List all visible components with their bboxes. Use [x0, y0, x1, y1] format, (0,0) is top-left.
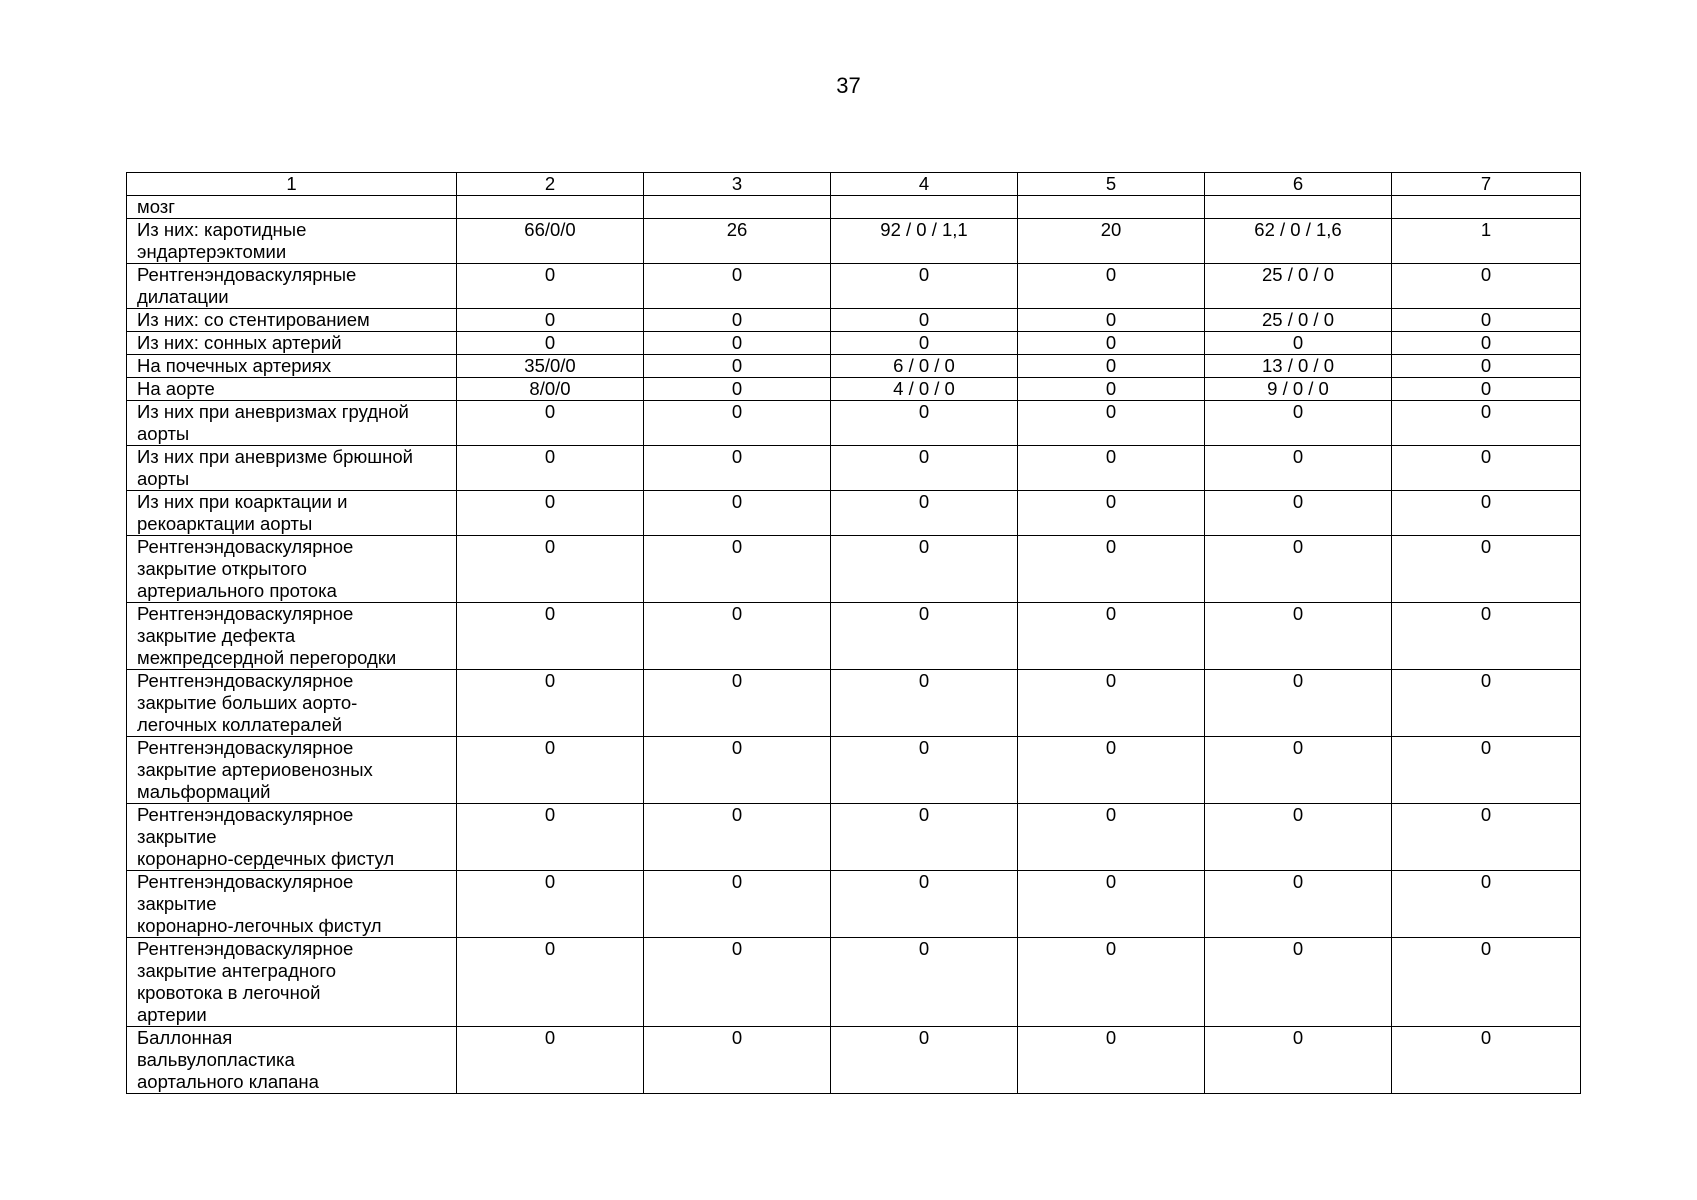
- row-label: Рентгенэндоваскулярное закрытие больших аорто- легочных коллатералей: [127, 670, 457, 737]
- table-cell: 35/0/0: [457, 355, 644, 378]
- table-cell: 0: [457, 491, 644, 536]
- table-cell: 8/0/0: [457, 378, 644, 401]
- row-label: Рентгенэндоваскулярное закрытие коронарно-легочных фистул: [127, 871, 457, 938]
- table-cell: 0: [644, 264, 831, 309]
- table-cell: 0: [1392, 401, 1581, 446]
- table-cell: 0: [1018, 871, 1205, 938]
- table-row: [127, 378, 1581, 401]
- table-cell: 25 / 0 / 0: [1205, 264, 1392, 309]
- table-cell: 0: [644, 536, 831, 603]
- table-cell: 0: [831, 670, 1018, 737]
- table-cell: 0: [1205, 536, 1392, 603]
- table-cell: 0: [1205, 804, 1392, 871]
- table-cell: 0: [457, 446, 644, 491]
- table-row: [127, 536, 1581, 603]
- table-cell: 0: [457, 1027, 644, 1094]
- table-row: [127, 670, 1581, 737]
- table-cell: 92 / 0 / 1,1: [831, 219, 1018, 264]
- table-cell: 0: [1205, 670, 1392, 737]
- page-number: 37: [836, 73, 861, 98]
- table-cell: 0: [1018, 1027, 1205, 1094]
- table-cell: [831, 196, 1018, 219]
- table-cell: 0: [1018, 332, 1205, 355]
- table-cell: [644, 196, 831, 219]
- table-row: [127, 309, 1581, 332]
- table-cell: 0: [644, 938, 831, 1027]
- table-cell: 0: [1205, 1027, 1392, 1094]
- row-label: Баллонная вальвулопластика аортального клапана: [127, 1027, 457, 1094]
- table-cell: [1018, 196, 1205, 219]
- table-cell: 0: [1392, 491, 1581, 536]
- table-cell: 0: [1392, 804, 1581, 871]
- table-row: [127, 196, 1581, 219]
- column-header: 6: [1205, 173, 1392, 196]
- row-label: Из них при коарктации и рекоарктации аорты: [127, 491, 457, 536]
- table-cell: 0: [644, 871, 831, 938]
- table-cell: 25 / 0 / 0: [1205, 309, 1392, 332]
- table-cell: [1205, 196, 1392, 219]
- table-cell: 0: [1205, 603, 1392, 670]
- row-label: Рентгенэндоваскулярные дилатации: [127, 264, 457, 309]
- table-cell: 0: [1392, 737, 1581, 804]
- table-cell: 0: [644, 491, 831, 536]
- table-cell: 0: [1205, 491, 1392, 536]
- row-label: Рентгенэндоваскулярное закрытие коронарно-сердечных фистул: [127, 804, 457, 871]
- table-cell: 0: [644, 446, 831, 491]
- table-cell: 1: [1392, 219, 1581, 264]
- row-label: Рентгенэндоваскулярное закрытие артериовенозных мальформаций: [127, 737, 457, 804]
- table-cell: 0: [1392, 264, 1581, 309]
- table-cell: 0: [1018, 401, 1205, 446]
- table-cell: 0: [457, 264, 644, 309]
- table-cell: 0: [1018, 536, 1205, 603]
- table-cell: 0: [457, 332, 644, 355]
- column-header: 3: [644, 173, 831, 196]
- table-cell: 0: [457, 536, 644, 603]
- row-label: На аорте: [127, 378, 457, 401]
- table-cell: 0: [1205, 938, 1392, 1027]
- table-cell: 0: [1205, 446, 1392, 491]
- table-cell: 0: [457, 938, 644, 1027]
- table-cell: [457, 196, 644, 219]
- table-cell: 0: [457, 804, 644, 871]
- table-cell: 4 / 0 / 0: [831, 378, 1018, 401]
- column-header: 1: [127, 173, 457, 196]
- table-cell: 0: [1392, 355, 1581, 378]
- row-label: Рентгенэндоваскулярное закрытие антеградного кровотока в легочной артерии: [127, 938, 457, 1027]
- table-cell: 0: [831, 871, 1018, 938]
- table-cell: 0: [831, 491, 1018, 536]
- table-cell: 0: [457, 737, 644, 804]
- row-label: На почечных артериях: [127, 355, 457, 378]
- table-cell: 0: [644, 332, 831, 355]
- table-cell: 20: [1018, 219, 1205, 264]
- table-cell: 0: [644, 401, 831, 446]
- table-cell: 0: [644, 670, 831, 737]
- table-cell: 0: [1392, 536, 1581, 603]
- table-row: [127, 264, 1581, 309]
- table-row: [127, 446, 1581, 491]
- row-label: Из них: каротидные эндартерэктомии: [127, 219, 457, 264]
- table-cell: 0: [1018, 378, 1205, 401]
- table-cell: 0: [457, 309, 644, 332]
- table-cell: 0: [831, 938, 1018, 1027]
- table-cell: 0: [1392, 1027, 1581, 1094]
- table-row: [127, 737, 1581, 804]
- table-cell: 0: [1018, 446, 1205, 491]
- table-cell: 0: [1392, 332, 1581, 355]
- table-cell: 0: [644, 737, 831, 804]
- table-cell: 0: [1392, 309, 1581, 332]
- table-row: [127, 401, 1581, 446]
- table-cell: 0: [831, 401, 1018, 446]
- table-row: [127, 938, 1581, 1027]
- table-cell: 9 / 0 / 0: [1205, 378, 1392, 401]
- table-cell: 0: [644, 804, 831, 871]
- row-label: Рентгенэндоваскулярное закрытие открытого артериального протока: [127, 536, 457, 603]
- table-cell: 0: [1205, 332, 1392, 355]
- table-cell: 0: [1205, 737, 1392, 804]
- row-label: Из них при аневризме брюшной аорты: [127, 446, 457, 491]
- table-row: [127, 871, 1581, 938]
- table-cell: 0: [831, 332, 1018, 355]
- table-cell: 62 / 0 / 1,6: [1205, 219, 1392, 264]
- table-cell: [1392, 196, 1581, 219]
- table-cell: 0: [1018, 603, 1205, 670]
- table-row: [127, 1027, 1581, 1094]
- table-cell: 0: [644, 378, 831, 401]
- column-header: 2: [457, 173, 644, 196]
- table-cell: 0: [831, 536, 1018, 603]
- table-cell: 0: [1018, 670, 1205, 737]
- row-label: мозг: [127, 196, 457, 219]
- table-cell: 0: [1205, 871, 1392, 938]
- table-cell: 0: [457, 401, 644, 446]
- table-cell: 0: [644, 309, 831, 332]
- table-cell: 0: [1392, 446, 1581, 491]
- row-label: Из них при аневризмах грудной аорты: [127, 401, 457, 446]
- table-cell: 0: [644, 603, 831, 670]
- table-cell: 26: [644, 219, 831, 264]
- table-cell: 0: [831, 804, 1018, 871]
- table-row: [127, 491, 1581, 536]
- table-cell: 0: [1392, 938, 1581, 1027]
- table-cell: 0: [1018, 938, 1205, 1027]
- table-cell: 0: [1205, 401, 1392, 446]
- table-cell: 0: [831, 1027, 1018, 1094]
- table-cell: 0: [457, 871, 644, 938]
- table-cell: 0: [457, 670, 644, 737]
- table-header-row: [127, 173, 1581, 196]
- procedures-table: [126, 172, 1581, 1094]
- row-label: Из них: сонных артерий: [127, 332, 457, 355]
- table-cell: 66/0/0: [457, 219, 644, 264]
- table-cell: 6 / 0 / 0: [831, 355, 1018, 378]
- table-cell: 0: [831, 737, 1018, 804]
- table-cell: 0: [1018, 737, 1205, 804]
- table-cell: 0: [1018, 264, 1205, 309]
- table-cell: 0: [1018, 804, 1205, 871]
- table-cell: 13 / 0 / 0: [1205, 355, 1392, 378]
- table-row: [127, 355, 1581, 378]
- table-cell: 0: [644, 1027, 831, 1094]
- table-cell: 0: [1392, 378, 1581, 401]
- table-row: [127, 332, 1581, 355]
- table-cell: 0: [831, 264, 1018, 309]
- table-cell: 0: [1392, 603, 1581, 670]
- row-label: Рентгенэндоваскулярное закрытие дефекта межпредсердной перегородки: [127, 603, 457, 670]
- table-cell: 0: [1018, 309, 1205, 332]
- column-header: 7: [1392, 173, 1581, 196]
- table-cell: 0: [457, 603, 644, 670]
- table-cell: 0: [831, 603, 1018, 670]
- table-row: [127, 603, 1581, 670]
- row-label: Из них: со стентированием: [127, 309, 457, 332]
- table-cell: 0: [1392, 670, 1581, 737]
- table-cell: 0: [831, 446, 1018, 491]
- table-row: [127, 219, 1581, 264]
- table-row: [127, 804, 1581, 871]
- column-header: 5: [1018, 173, 1205, 196]
- table-cell: 0: [1392, 871, 1581, 938]
- table-cell: 0: [1018, 355, 1205, 378]
- table-cell: 0: [644, 355, 831, 378]
- table-cell: 0: [1018, 491, 1205, 536]
- table-cell: 0: [831, 309, 1018, 332]
- column-header: 4: [831, 173, 1018, 196]
